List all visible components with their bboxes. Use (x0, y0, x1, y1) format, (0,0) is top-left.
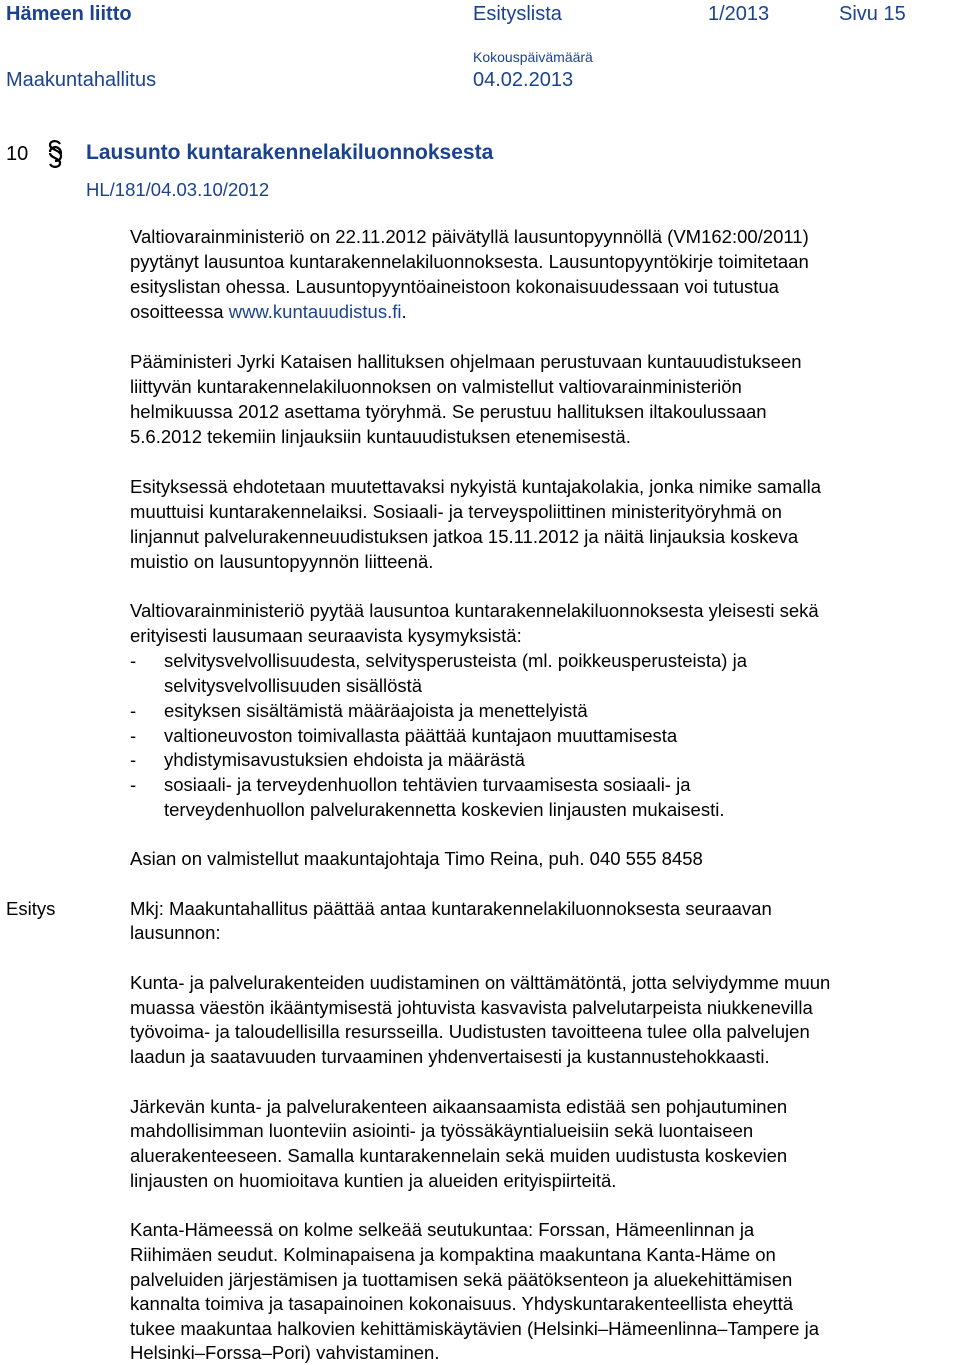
statement-line: Helsinki–Forssa–Pori) vahvistaminen. (130, 1342, 440, 1363)
diary-number: HL/181/04.03.10/2012 (86, 179, 270, 200)
statement-line: Kunta- ja palvelurakenteiden uudistaminen on välttämätöntä, jotta selviydymme muun (130, 972, 831, 993)
preparer-line: Asian on valmistellut maakuntajohtaja Timo Reina, puh. 040 555 8458 (130, 848, 703, 869)
body-line: 5.6.2012 tekemiin linjauksiin kuntauudistuksen etenemisestä. (130, 426, 631, 447)
statement-line: laadun ja saatavuuden turvaaminen yhdenvertaisesti ja kustannustehokkaasti. (130, 1046, 770, 1067)
body-line: Valtiovarainministeriö pyytää lausuntoa kuntarakennelakiluonnoksesta yleisesti sekä (130, 600, 819, 621)
body-text: . (401, 301, 407, 322)
body-line: liittyvän kuntarakennelakiluonnoksen on valmistellut valtiovarainministeriön (130, 376, 742, 397)
body-line: muistio on lausuntopyynnön liitteenä. (130, 551, 434, 572)
date-label: Kokouspäivämäärä (473, 49, 593, 65)
body-line: Esityksessä ehdotetaan muutettavaksi nykyistä kuntajakolakia, jonka nimike samalla (130, 476, 822, 497)
section-icon (44, 139, 66, 169)
statement-line: tukee maakuntaa halkovien kehittämiskäytävien (Helsinki–Hämeenlinna–Tampere ja (130, 1318, 819, 1339)
bullet-item: esityksen sisältämistä määräajoista ja menettelyistä (164, 700, 588, 721)
statement-line: aluerakenteeseen. Samalla kuntarakennelain sekä muiden uudistusta koskevien (130, 1145, 788, 1166)
statement-line: linjausten on huomioitava kuntien ja alueiden erityispiirteitä. (130, 1170, 617, 1191)
bullet-marker: - (130, 774, 137, 795)
bullet-item-cont: selvitysvelvollisuuden sisällöstä (164, 675, 423, 696)
item-title: Lausunto kuntarakennelakiluonnoksesta (86, 141, 494, 164)
document-type: Esityslista (473, 3, 562, 25)
statement-line: muassa väestön ikääntymisestä johtuvista kasvavista palvelutarpeista niukkenevilla (130, 997, 813, 1018)
statement-line: Järkevän kunta- ja palvelurakenteen aikaansaamista edistää sen pohjautuminen (130, 1096, 788, 1117)
body-line: Valtiovarainministeriö on 22.11.2012 päivätyllä lausuntopyynnöllä (VM162:00/2011) (130, 226, 809, 247)
bullet-item: valtioneuvoston toimivallasta päättää kuntajaon muuttamisesta (164, 725, 678, 746)
statement-line: palveluiden järjestämisen ja tuottamisen sekä päätöksenteon ja aluekehittämisen (130, 1269, 793, 1290)
statement-line: mahdollisimman luonteviin asiointi- ja työssäkäyntialueisiin sekä luontaiseen (130, 1120, 754, 1141)
bullet-item: yhdistymisavustuksien ehdoista ja määrästä (164, 749, 525, 770)
proposal-line: lausunnon: (130, 922, 221, 943)
proposal-label: Esitys (6, 898, 56, 919)
board-name: Maakuntahallitus (6, 69, 157, 91)
bullet-marker: - (130, 700, 137, 721)
body-line: helmikuussa 2012 asettama työryhmä. Se perustuu hallituksen iltakoulussaan (130, 401, 767, 422)
body-line: esityslistan ohessa. Lausuntopyyntöaineistoon kokonaisuudessaan voi tutustua (130, 276, 779, 297)
bullet-marker: - (130, 725, 137, 746)
body-line (130, 300, 407, 324)
meeting-date: 04.02.2013 (473, 69, 574, 91)
page-number: Sivu 15 (839, 3, 906, 25)
bullet-item: selvitysvelvollisuudesta, selvitysperusteista (ml. poikkeusperusteista) ja (164, 650, 747, 671)
body-line: linjannut palvelurakenneuudistuksen jatkoa 15.11.2012 ja näitä linjauksia koskeva (130, 526, 799, 547)
body-line: muuttuisi kuntarakennelaiksi. Sosiaali- ja terveyspoliittinen ministerityöryhmä on (130, 501, 782, 522)
bullet-item: sosiaali- ja terveydenhuollon tehtävien turvaamisesta sosiaali- ja (164, 774, 691, 795)
statement-line: Riihimäen seudut. Kolminapaisena ja kompaktina maakuntana Kanta-Häme on (130, 1244, 776, 1265)
body-line: Pääministeri Jyrki Kataisen hallituksen ohjelmaan perustuvaan kuntauudistukseen (130, 351, 802, 372)
bullet-item-cont: terveydenhuollon palvelurakennetta koskevien linjausten mukaisesti. (164, 799, 725, 820)
item-number: 10 (6, 143, 29, 165)
body-text: osoitteessa (130, 301, 229, 322)
bullet-marker: - (130, 749, 137, 770)
body-line: erityisesti lausumaan seuraavista kysymyksistä: (130, 625, 522, 646)
proposal-line: Mkj: Maakuntahallitus päättää antaa kuntarakennelakiluonnoksesta seuraavan (130, 898, 772, 919)
statement-line: kannalta toimiva ja tasapainoinen kokonaisuus. Yhdyskuntarakenteellista eheyttä (130, 1293, 794, 1314)
bullet-marker: - (130, 650, 137, 671)
kuntauudistus-link[interactable]: www.kuntauudistus.fi (228, 301, 402, 322)
organization-name: Hämeen liitto (6, 3, 132, 25)
statement-line: työvoima- ja taloudellisilla resursseilla. Uudistusten tavoitteena tulee olla palvelujen (130, 1021, 810, 1042)
body-line: pyytänyt lausuntoa kuntarakennelakiluonnoksesta. Lausuntopyyntökirje toimitetaan (130, 251, 809, 272)
statement-line: Kanta-Hämeessä on kolme selkeää seutukuntaa: Forssan, Hämeenlinnan ja (130, 1219, 755, 1240)
meeting-number: 1/2013 (708, 3, 770, 25)
